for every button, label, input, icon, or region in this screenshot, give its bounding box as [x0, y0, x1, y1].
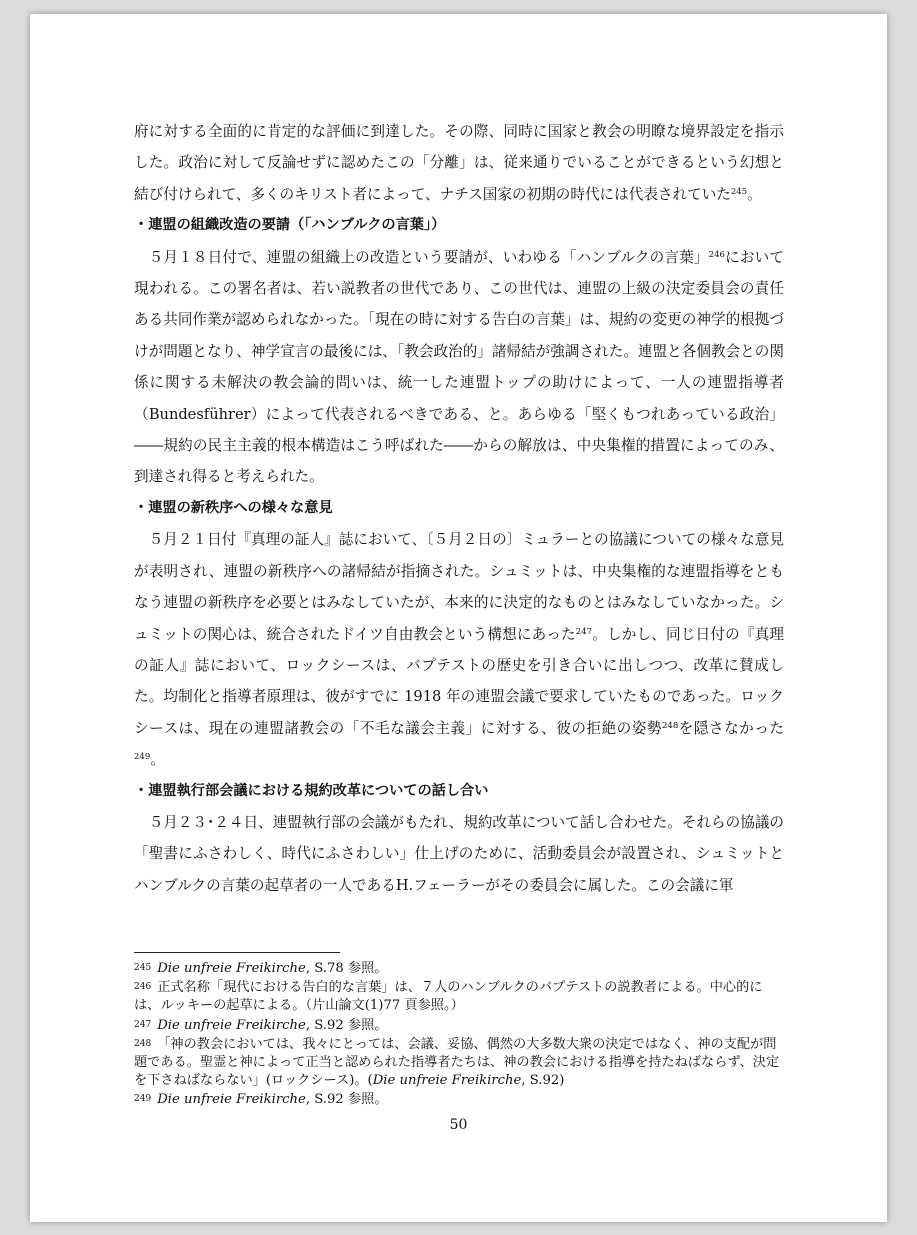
cited-title: Die unfreie Freikirche	[157, 961, 306, 976]
text-run: 府に対する全面的に肯定的な評価に到達した。その際、同時に国家と教会の明瞭な境界設定を指示した。政治に対して反論せずに認めたこの「分離」は、従来通りでいることができるという幻想と結び付けられて、多くのキリスト者によって、ナチス国家の初期の時代には代表されていた	[134, 123, 784, 203]
cited-title: Die unfreie Freikirche	[157, 1092, 306, 1108]
document-page	[30, 14, 887, 1222]
body-paragraph	[134, 116, 784, 210]
text-run: ・連盟の組織改造の要請（「ハンブルクの言葉」）	[134, 217, 446, 234]
footnote	[134, 959, 784, 978]
text-run: ・連盟執行部会議における規約改革についての話し合い	[134, 782, 489, 799]
section-heading	[134, 210, 784, 241]
footnote-reference: 246	[708, 249, 725, 260]
page-number: 50	[449, 1117, 468, 1133]
text-run: ５月２１日付『真理の証人』誌において、〔５月２日の〕ミュラーとの協議についての様々な意見が表明され、連盟の新秩序への諸帰結が指摘された。シュミットは、中央集権的な連盟指導をともなう連盟の新秩序を必要とはみなしていたが、本来的に決定的なものとはみなしていなかった。シュミットの関心は、統合されたドイツ自由教会という構想にあった	[134, 531, 784, 643]
text-run: , S.92 参照。	[305, 1017, 388, 1033]
text-run: ５月１８日付で、連盟の組織上の改造という要請が、いわゆる「ハンブルクの言葉」	[148, 248, 709, 266]
cited-title: Die unfreie Freikirche	[157, 1017, 306, 1033]
footnote-number: 248	[134, 1038, 152, 1049]
body-paragraph	[134, 242, 784, 493]
footnote-reference: 247	[575, 626, 593, 637]
section-heading	[134, 493, 784, 524]
footnote-number: 246	[134, 982, 152, 993]
text-run: 正式名称「現代における告白的な言葉」は、７人のハンブルクのバプテストの説教者による。中心的には、ルッキーの起草による。（片山論文(1)77 頁参照。）	[134, 980, 763, 1014]
footnote-reference: 249	[134, 752, 151, 763]
body-paragraph	[134, 807, 784, 901]
footnote-number: 247	[134, 1019, 152, 1030]
footnote	[134, 1090, 784, 1109]
text-run: 。	[150, 751, 165, 769]
footnote-reference: 245	[730, 186, 748, 197]
footnote	[134, 978, 784, 1015]
text-run: ５月２３･２４日、連盟執行部の会議がもたれ、規約改革について話し合わせた。それらの協議の「聖書にふさわしく、時代にふさわしい」仕上げのために、活動委員会が設置され、シュミットとハンブルクの言葉の起草者の一人であるH.フェーラーがその委員会に属した。この会議に軍	[134, 813, 785, 894]
footnote-separator	[134, 952, 340, 953]
text-run: , S.78 参照。	[305, 961, 388, 976]
section-heading	[134, 776, 784, 807]
text-run: を隠さなかった	[678, 719, 784, 737]
body-paragraph	[134, 524, 784, 775]
text-run: , S.92 参照。	[305, 1092, 388, 1108]
text-run: 「神の教会においては、我々にとっては、会議、妥協、偶然の大多数大衆の決定ではなく、神の支配が問題である。聖霊と神によって正当と認められた指導者たちは、神の教会における指導を持たねばならず、決定を下さねばならない」(ロックシース)。(	[134, 1036, 780, 1089]
cited-title: Die unfreie Freikirche	[372, 1073, 522, 1089]
text-run: 。しかし、同じ日付の『真理の証人』誌において、ロックシースは、バプテストの歴史を引き合いに出しつつ、改革に賛成した。均制化と指導者原理は、彼がすでに 1918 年の連盟会議で要求していたものであった。ロックシースは、現在の連盟諸教会の「不毛な議会主義」に対する、彼の拒絶の姿勢	[134, 625, 784, 737]
footnote	[134, 1016, 784, 1035]
text-run: ・連盟の新秩序への様々な意見	[134, 499, 333, 516]
footnote-number: 245	[134, 963, 152, 973]
footnote	[134, 1035, 784, 1091]
text-run: において現われる。この署名者は、若い説教者の世代であり、この世代は、連盟の上級の決定委員会の責任ある共同作業が認められなかった。「現在の時に対する告白の言葉」は、規約の変更の神学的根拠づけが問題となり、神学宣言の最後には、「教会政治的」諸帰結が強調された。連盟と各個教会との関係に関する未解決の教会論的問いは、統一した連盟トップの助けによって、一人の連盟指導者（Bundesführer）によって代表されるべきである、と。あらゆる「堅くもつれあっている政治」――規約の民主主義的根本構造はこう呼ばれた――からの解放は、中央集権的措置によってのみ、到達され得ると考えられた。	[134, 248, 784, 486]
text-run: , S.92)	[521, 1073, 565, 1089]
footnote-number: 249	[134, 1094, 152, 1105]
footnotes	[134, 959, 784, 1110]
text-run: 。	[747, 185, 762, 203]
body-text	[134, 116, 784, 901]
footnote-reference: 248	[662, 720, 679, 731]
